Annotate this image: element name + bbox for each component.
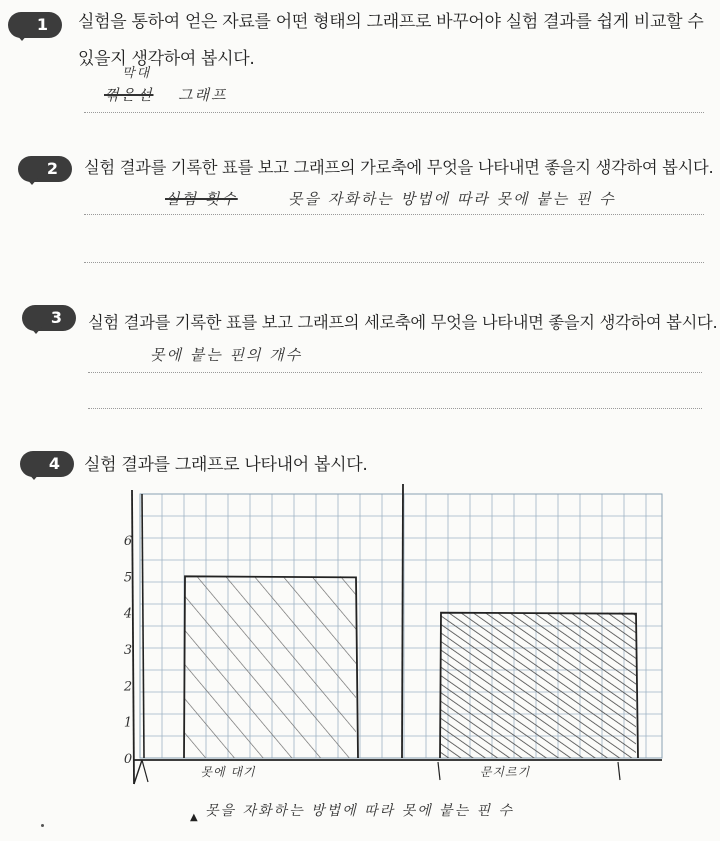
y-tick-label: 3 [123, 643, 133, 658]
margin-dot [41, 824, 44, 827]
category-tick [618, 762, 620, 780]
question-number-badge: 2 [18, 156, 72, 182]
category-label: 문지르기 [479, 765, 531, 779]
question-text: 실험을 통하여 얻은 자료를 어떤 형태의 그래프로 바꾸어야 실험 결과를 쉽게 비교할 수 [78, 12, 704, 32]
question-text-continued: 있을지 생각하여 봅시다. [78, 49, 255, 69]
handwritten-insert: 막대 [122, 66, 152, 81]
category-labels [200, 765, 530, 779]
question-number-badge: 4 [20, 451, 74, 477]
y-tick-label: 1 [123, 715, 133, 731]
bar-fill [184, 576, 356, 758]
chart-bars [184, 576, 638, 758]
chart-caption: 못을 자화하는 방법에 따라 못에 붙는 핀 수 [205, 803, 515, 819]
y-tick-label: 5 [123, 570, 133, 586]
question-text: 실험 결과를 기록한 표를 보고 그래프의 가로축에 무엇을 나타내면 좋을지 생각하여 봅시다. [84, 158, 714, 177]
handwritten-answer: 못에 붙는 핀의 개수 [150, 346, 303, 364]
y-axis-line [132, 490, 134, 784]
handwritten-answer: 그래프 [178, 86, 228, 104]
y-axis-inner-line [142, 494, 144, 758]
y-tick-label: 0 [123, 752, 133, 767]
y-tick-label: 2 [123, 679, 133, 695]
question-number-badge: 3 [22, 305, 76, 331]
category-label: 못에 대기 [200, 765, 256, 779]
category-tick [438, 762, 440, 780]
handwritten-answer: 못을 자화하는 방법에 따라 못에 붙는 핀 수 [288, 190, 616, 208]
category-divider [402, 484, 403, 758]
caption-marker-icon: ▲ [190, 812, 198, 823]
y-tick-labels [123, 534, 132, 767]
bar-fill [440, 613, 636, 758]
y-tick-label: 6 [123, 534, 133, 549]
axis-corner-stroke [142, 760, 148, 782]
question-text: 실험 결과를 그래프로 나타내어 봅시다. [84, 455, 368, 475]
y-tick-label: 4 [123, 606, 133, 622]
handwritten-struck-answer: 꺾은선 [104, 86, 154, 104]
handwritten-struck-answer: 실험 횟수 [165, 190, 238, 208]
axis-corner-stroke [134, 760, 142, 784]
question-number-badge: 1 [8, 12, 62, 38]
question-text: 실험 결과를 기록한 표를 보고 그래프의 세로축에 무엇을 나타내면 좋을지 생각하여 봅시다. [88, 313, 718, 332]
